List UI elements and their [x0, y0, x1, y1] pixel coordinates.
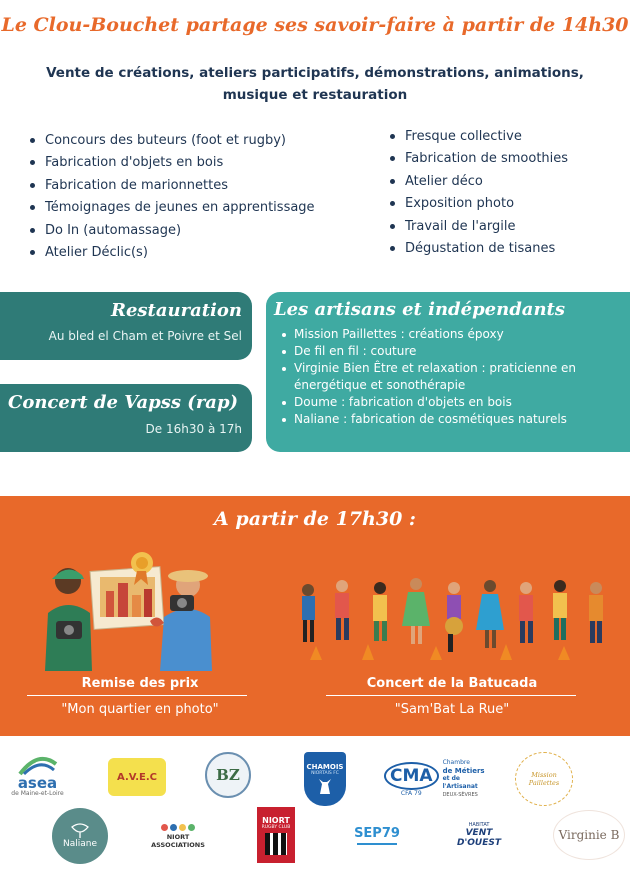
chamois-animal-icon	[315, 776, 335, 796]
asea-swoosh-icon	[18, 754, 58, 776]
naliane-logo: Naliane	[52, 808, 108, 864]
artisans-panel	[266, 292, 630, 452]
subtitle-line-2: musique et restauration	[222, 87, 408, 103]
awards-label: Remise des prix	[81, 676, 199, 691]
bullet-icon	[30, 160, 35, 165]
awards-divider	[27, 695, 247, 696]
list-item: Fresque collective	[390, 125, 568, 148]
list-item: Naliane : fabrication de cosmétiques naturels	[282, 411, 627, 428]
bz-logo: BZ	[205, 752, 251, 798]
list-item: Travail de l'argile	[390, 215, 568, 238]
bullet-icon	[30, 228, 35, 233]
page-subtitle	[40, 62, 590, 106]
batucada-dancers-illustration	[290, 576, 615, 661]
list-item: Doume : fabrication d'objets en bois	[282, 394, 627, 411]
evening-section	[0, 496, 630, 736]
bullet-icon	[390, 201, 395, 206]
list-item: Fabrication de smoothies	[390, 148, 568, 171]
evening-title: A partir de 17h30 :	[214, 508, 416, 530]
list-item: Dégustation de tisanes	[390, 238, 568, 261]
niort-associations-logo: NIORT ASSOCIATIONS	[150, 815, 206, 857]
sep79-logo: SEP79	[352, 815, 402, 855]
bullet-icon	[30, 183, 35, 188]
list-item: Exposition photo	[390, 193, 568, 216]
list-item: Atelier Déclic(s)	[30, 242, 315, 265]
list-item: Virginie Bien Être et relaxation : praticienne en énergétique et sonothérapie	[282, 360, 627, 394]
artisans-list	[282, 326, 627, 428]
page-title: Le Clou-Bouchet partage ses savoir-faire à partir de 14h30	[1, 14, 629, 36]
bullet-icon	[282, 401, 286, 405]
list-item: Concours des buteurs (foot et rugby)	[30, 129, 315, 152]
list-item: Mission Paillettes : créations époxy	[282, 326, 627, 343]
batucada-label: Concert de la Batucada	[366, 676, 538, 691]
subtitle-line-1: Vente de créations, ateliers participatifs, démonstrations, animations,	[46, 65, 584, 81]
list-item: Fabrication d'objets en bois	[30, 152, 315, 175]
batucada-divider	[326, 695, 576, 696]
list-item: De fil en fil : couture	[282, 343, 627, 360]
bullet-icon	[390, 179, 395, 184]
bullet-icon	[30, 205, 35, 210]
virginie-logo: Virginie B	[553, 810, 625, 860]
restauration-text: Au bled el Cham et Poivre et Sel	[48, 329, 242, 343]
ginkgo-leaf-icon	[71, 823, 89, 839]
asea-logo: asea de Maine-et-Loire	[10, 750, 65, 800]
niort-rugby-logo: NIORT RUGBY CLUB	[257, 807, 295, 863]
bullet-icon	[282, 350, 286, 354]
restauration-panel	[0, 292, 252, 360]
bullet-icon	[30, 250, 35, 255]
bullet-icon	[282, 367, 286, 371]
bullet-icon	[282, 418, 286, 422]
artisans-title: Les artisans et indépendants	[274, 299, 565, 320]
activities-list-left	[30, 129, 315, 264]
list-item: Fabrication de marionnettes	[30, 174, 315, 197]
bullet-icon	[390, 246, 395, 251]
restauration-title: Restauration	[110, 300, 242, 321]
photographers-illustration	[40, 551, 215, 671]
list-item: Témoignages de jeunes en apprentissage	[30, 197, 315, 220]
concert-time: De 16h30 à 17h	[145, 422, 242, 436]
concert-panel	[0, 384, 252, 452]
chamois-logo: CHAMOIS NIORTAIS FC	[304, 752, 346, 806]
batucada-quote: "Sam'Bat La Rue"	[394, 702, 510, 717]
bullet-icon	[30, 138, 35, 143]
bullet-icon	[390, 224, 395, 229]
vent-douest-logo: HABITAT VENT D'OUEST	[457, 822, 501, 848]
list-item: Atelier déco	[390, 170, 568, 193]
rugby-crest-icon	[265, 833, 287, 855]
bullet-icon	[390, 156, 395, 161]
bullet-icon	[390, 134, 395, 139]
avec-logo: A.V.E.C	[108, 758, 166, 796]
activities-list-right	[390, 125, 568, 260]
awards-quote: "Mon quartier en photo"	[61, 702, 219, 717]
concert-title: Concert de Vapss (rap)	[8, 392, 239, 413]
mission-paillettes-logo: Mission Paillettes	[515, 752, 573, 806]
bullet-icon	[282, 333, 286, 337]
cma-logo: CMA CFA 79 Chambre de Métiers et de l'Artisanat DEUX-SÈVRES	[384, 758, 494, 800]
list-item: Do In (automassage)	[30, 219, 315, 242]
